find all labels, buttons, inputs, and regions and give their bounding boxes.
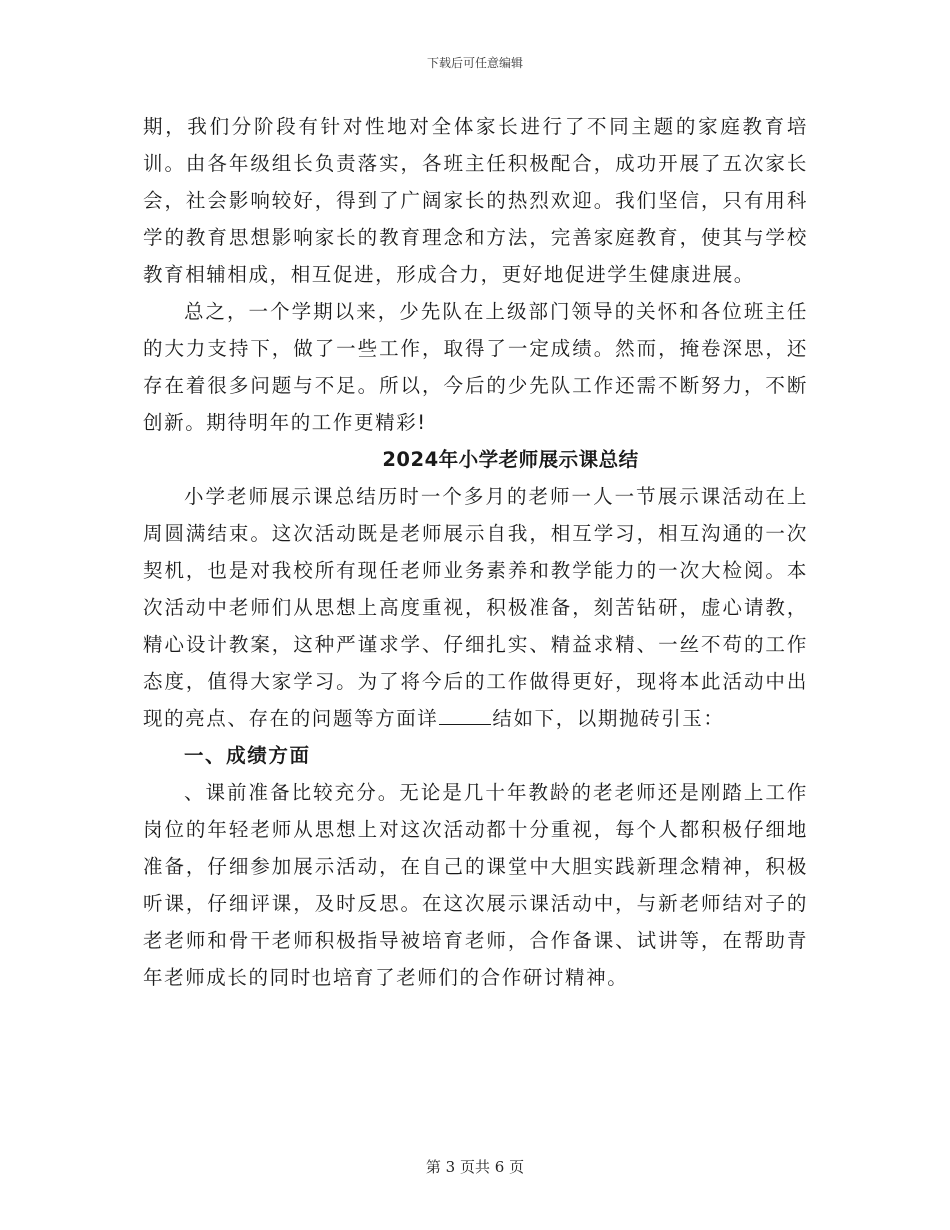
paragraph: 、课前准备比较充分。无论是几十年教龄的老老师还是刚踏上工作岗位的年轻老师从思想上对这次活动都十分重视，每个人都积极仔细地准备，仔细参加展示活动，在自己的课堂中大胆实践新理念精神，积极听课，仔细评课，及时反思。在这次展示课活动中，与新老师结对子的老老师和骨干老师积极指导被培育老师，合作备课、试讲等，在帮助青年老师成长的同时也培育了老师们的合作研讨精神。 — [143, 781, 808, 989]
fill-in-blank — [439, 706, 491, 725]
paragraph: 期，我们分阶段有针对性地对全体家长进行了不同主题的家庭教育培训。由各年级组长负责落实，各班主任积极配合，成功开展了五次家长会，社会影响较好，得到了广阔家长的热烈欢迎。我们坚信，只有用科学的教育思想影响家长的教育理念和方法，完善家庭教育，使其与学校教育相辅相成，相互促进，形成合力，更好地促进学生健康进展。 — [143, 115, 808, 286]
paragraph-text: 结如下，以期抛砖引玉： — [492, 707, 725, 730]
paragraph-text: 小学老师展示课总结历时一个多月的老师一人一节展示课活动在上周圆满结束。这次活动既是老师展示自我，相互学习，相互沟通的一次契机，也是对我校所有现任老师业务素养和教学能力的一次大检阅。本次活动中老师们从思想上高度重视，积极准备，刻苦钻研，虚心请教，精心设计教案，这种严谨求学、仔细扎实、精益求精、一丝不苟的工作态度，值得大家学习。为了将今后的工作做得更好，现将本此活动中出现的亮点、存在的问题等方面详 — [143, 485, 808, 730]
paragraph: 总之，一个学期以来，少先队在上级部门领导的关怀和各位班主任的大力支持下，做了一些工作，取得了一定成绩。然而，掩卷深思，还存在着很多问题与不足。所以，今后的少先队工作还需不断努力，不断创新。期待明年的工作更精彩! — [143, 300, 808, 434]
header-note: 下载后可任意编辑 — [426, 56, 523, 70]
document-body — [143, 108, 808, 996]
subsection-title: 一、成绩方面 — [183, 744, 311, 767]
paragraph — [143, 478, 808, 737]
section-title: 2024年小学老师展示课总结 — [382, 448, 639, 471]
page-footer: 第 3 页共 6 页 — [425, 1158, 525, 1176]
